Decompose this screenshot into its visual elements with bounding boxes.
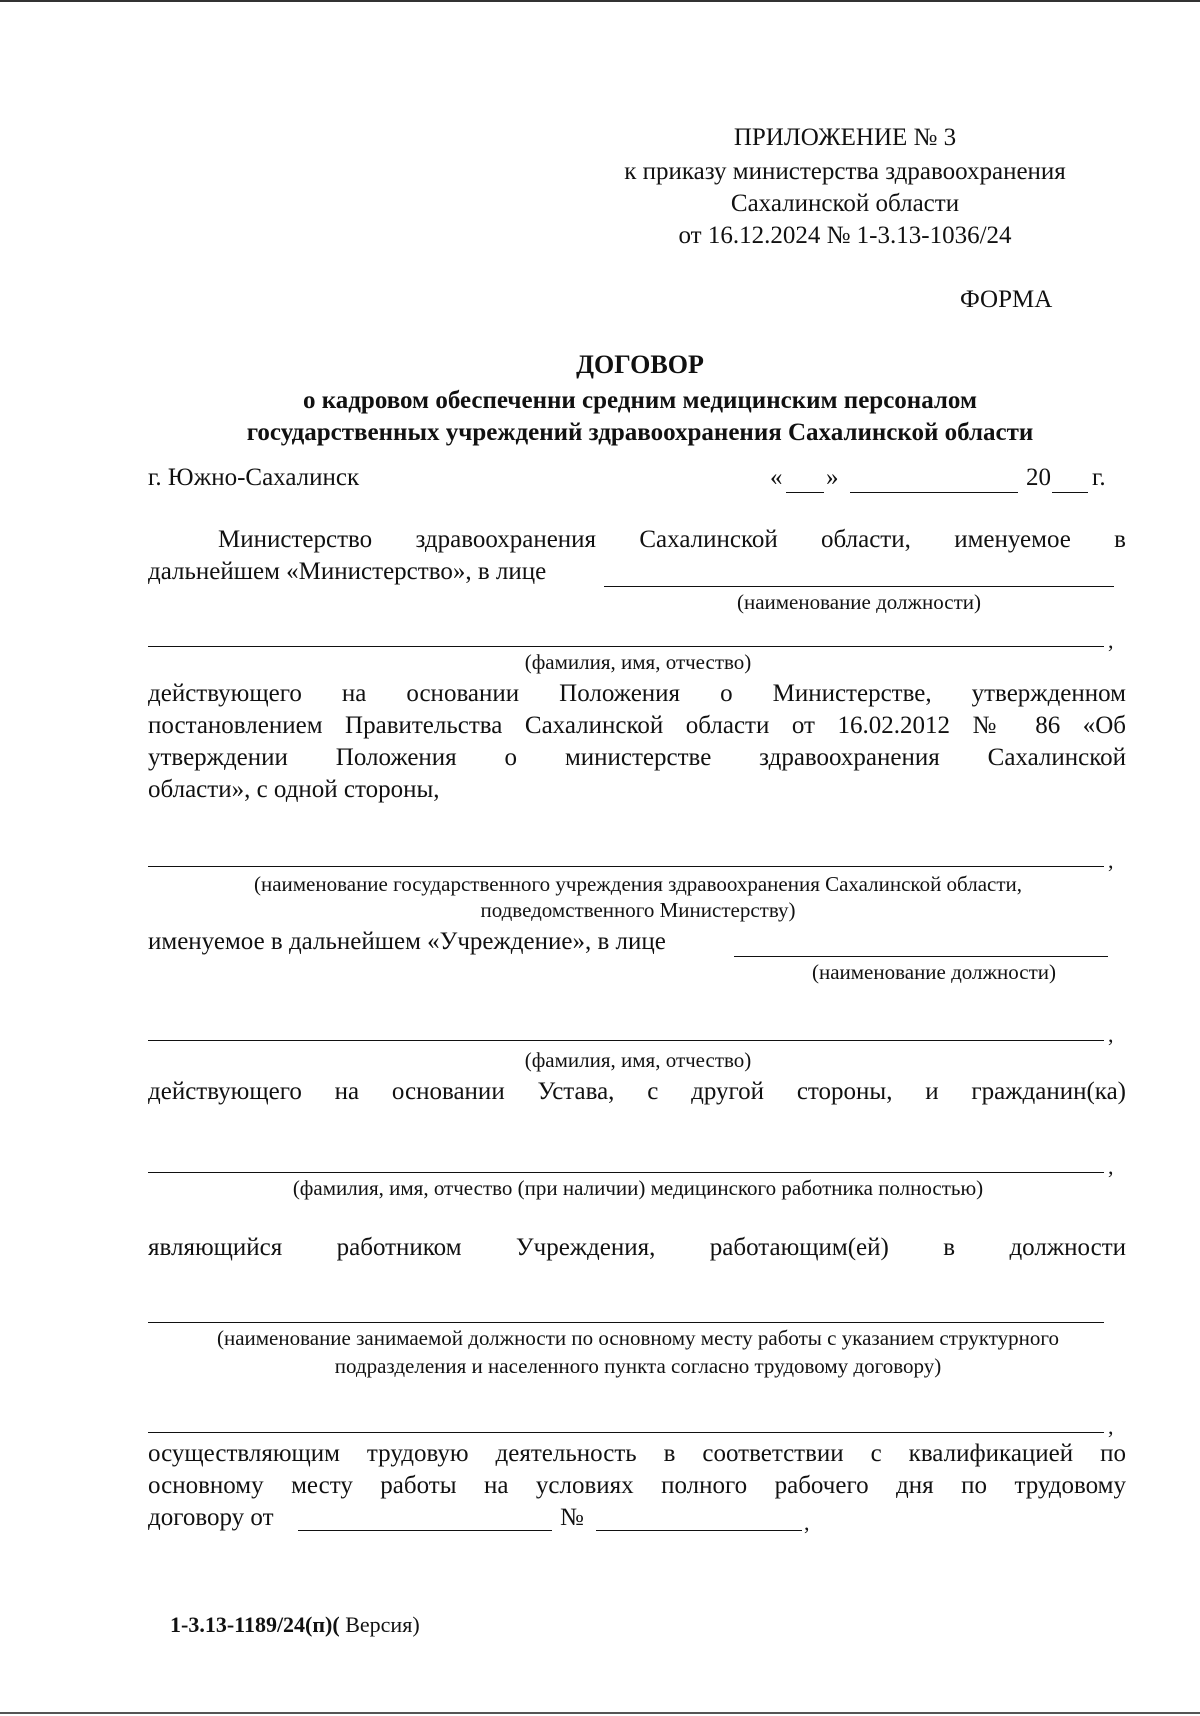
paragraph-basis-line4: области», с одной стороны, [148,776,440,803]
date-month-field[interactable] [850,492,1018,493]
paragraph-basis-line1: действующего на основании Положения о Министерстве, утвержденном [148,680,1126,707]
document-subtitle-1: о кадровом обеспеченни средним медицинским персоналом [303,387,977,414]
date-year-field[interactable] [1052,492,1088,493]
scan-top-edge [0,0,1200,2]
comma: , [804,1510,810,1535]
caption-institution-line2: подведомственного Министерству) [480,898,796,922]
date-quote-open: « [770,464,783,491]
paragraph-activity-line1: осуществляющим трудовую деятельность в соответствии с квалификацией по [148,1440,1126,1467]
job-position-field[interactable] [148,1322,1104,1323]
date-year-prefix: 20 [1026,464,1051,491]
document-subtitle-2: государственных учреждений здравоохранения Сахалинской области [246,419,1034,446]
contract-number-field[interactable] [596,1530,802,1531]
caption-institution-line1: (наименование государственного учреждения здравоохранения Сахалинской области, [253,872,1023,896]
ministry-position-field[interactable] [604,586,1114,587]
institution-position-field[interactable] [734,956,1108,957]
form-label: ФОРМА [960,286,1053,313]
comma: , [1108,1414,1114,1439]
order-reference-line1: к приказу министерства здравоохранения [624,158,1066,185]
caption-ministry-position: (наименование должности) [736,590,982,614]
caption-institution-position: (наименование должности) [811,960,1057,984]
paragraph-ministry-line2: дальнейшем «Министерство», в лице [148,558,547,585]
document-registration-code [170,1612,420,1638]
paragraph-basis-line3: утверждении Положения о министерстве здравоохранения Сахалинской [148,744,1126,771]
contract-number-label: № [560,1504,584,1531]
comma: , [1108,1022,1114,1047]
place-of-signing: г. Южно-Сахалинск [148,464,360,491]
contract-date-field[interactable] [298,1530,552,1531]
paragraph-employee-line1: являющийся работником Учреждения, работающим(ей) в должности [148,1234,1126,1261]
caption-job-line2: подразделения и населенного пункта согласно трудовому договору) [334,1354,942,1378]
order-reference-line2: Сахалинской области [730,190,960,217]
job-continuation-field[interactable] [148,1432,1104,1433]
ministry-fio-field[interactable] [148,646,1104,647]
date-day-field[interactable] [786,492,824,493]
caption-worker-fio: (фамилия, имя, отчество (при наличии) медицинского работника полностью) [292,1176,984,1200]
attachment-number: ПРИЛОЖЕНИЕ № 3 [733,124,957,151]
date-year-suffix: г. [1092,464,1106,491]
caption-ministry-fio: (фамилия, имя, отчество) [524,650,752,674]
paragraph-institution-line1: именуемое в дальнейшем «Учреждение», в лице [148,928,666,955]
comma: , [1108,1154,1114,1179]
comma: , [1108,628,1114,653]
registration-code-text: 1-3.13-1189/24(п)( [170,1612,340,1637]
caption-institution-fio: (фамилия, имя, отчество) [524,1048,752,1072]
paragraph-charter-line1: действующего на основании Устава, с другой стороны, и гражданин(ка) [148,1078,1126,1105]
document-title: ДОГОВОР [576,350,704,379]
paragraph-basis-line2: постановлением Правительства Сахалинской области от 16.02.2012 № 86 «Об [148,712,1126,739]
scan-bottom-edge [0,1712,1200,1714]
worker-fio-field[interactable] [148,1172,1104,1173]
caption-job-line1: (наименование занимаемой должности по основному месту работы с указанием структурного [216,1326,1060,1350]
order-reference-line3: от 16.12.2024 № 1-3.13-1036/24 [678,222,1012,249]
institution-name-field[interactable] [148,866,1104,867]
date-quote-close: » [826,464,839,491]
paragraph-ministry-line1: Министерство здравоохранения Сахалинской области, именуемое в [218,526,1126,553]
version-text: Версия) [339,1612,420,1637]
paragraph-activity-line2: основному месту работы на условиях полного рабочего дня по трудовому [148,1472,1126,1499]
institution-fio-field[interactable] [148,1040,1104,1041]
paragraph-activity-line3: договору от [148,1504,274,1531]
comma: , [1108,848,1114,873]
